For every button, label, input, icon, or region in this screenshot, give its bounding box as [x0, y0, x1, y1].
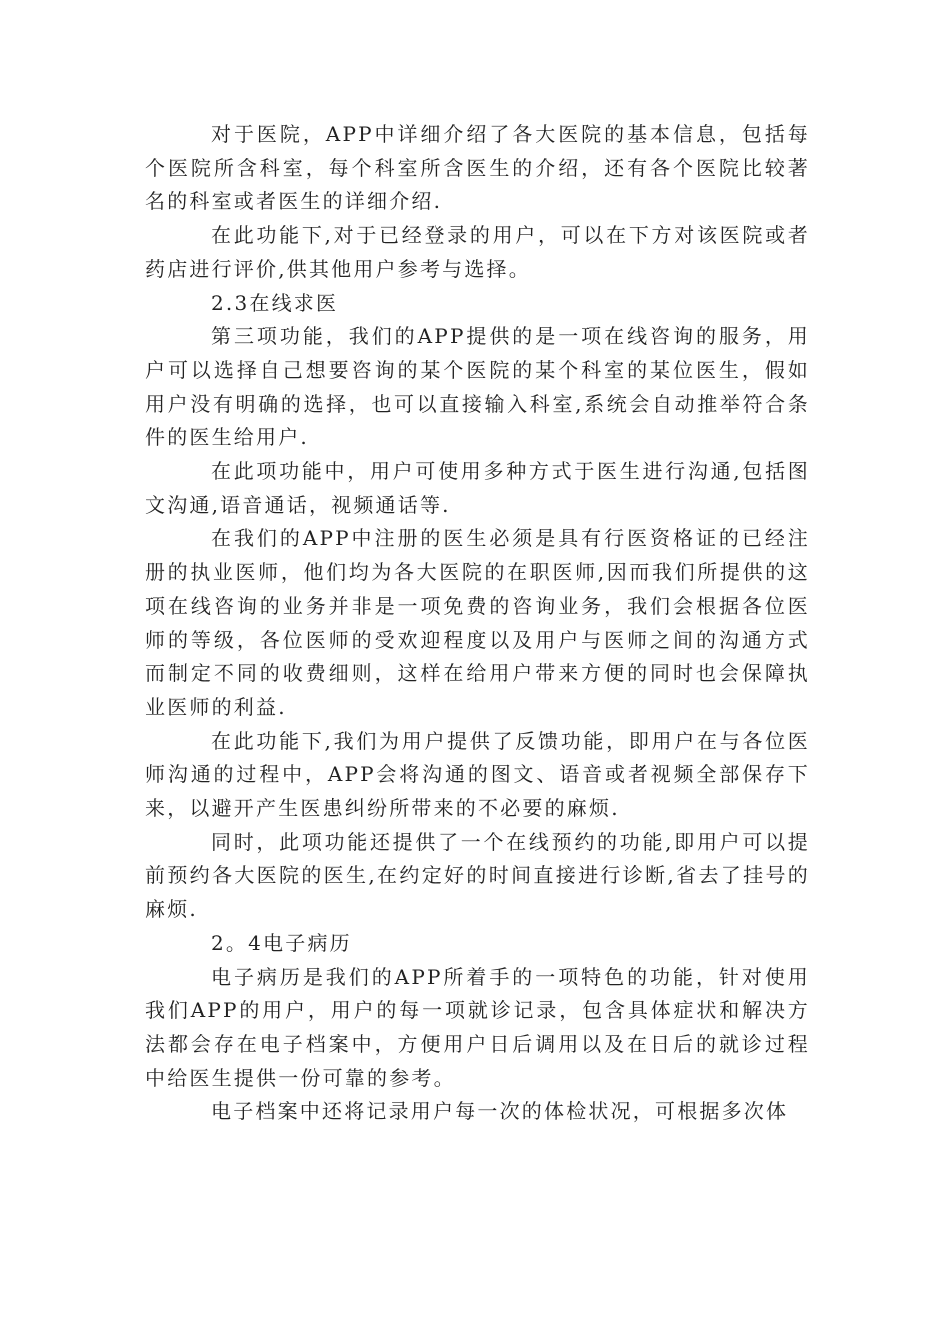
paragraph-communication-methods: 在此项功能中，用户可使用多种方式于医生进行沟通,包括图文沟通,语音通话，视频通话等. [145, 459, 810, 517]
paragraph-registered-doctors: 在我们的APP中注册的医生必须是具有行医资格证的已经注册的执业医师，他们均为各大医院的在职医师,因而我们所提供的这项在线咨询的业务并非是一项免费的咨询业务，我们会根据各位医师的等级，各位医师的受欢迎程度以及用户与医师之间的沟通方式而制定不同的收费细则，这样在给用户带来方便的同时也会保障执业医师的利益. [145, 526, 810, 719]
paragraph-emr-checkup: 电子档案中还将记录用户每一次的体检状况，可根据多次体 [211, 1099, 789, 1124]
document-body [145, 118, 810, 1129]
paragraph-feedback-feature: 在此功能下,我们为用户提供了反馈功能，即用户在与各位医师沟通的过程中，APP会将沟通的图文、语音或者视频全部保存下来，以避开产生医患纠纷所带来的不必要的麻烦. [145, 728, 810, 821]
paragraph-hospital-info: 对于医院，APP中详细介绍了各大医院的基本信息，包括每个医院所含科室，每个科室所含医生的介绍，还有各个医院比较著名的科室或者医生的详细介绍. [145, 122, 810, 214]
paragraph-emr-intro: 电子病历是我们的APP所着手的一项特色的功能，针对使用我们APP的用户，用户的每一项就诊记录，包含具体症状和解决方法都会存在电子档案中，方便用户日后调用以及在日后的就诊过程中给医生提供一份可靠的参考。 [145, 964, 810, 1090]
section-heading-online-consult: 2.3在线求医 [211, 290, 339, 315]
paragraph-appointment-feature: 同时，此项功能还提供了一个在线预约的功能,即用户可以提前预约各大医院的医生,在约定好的时间直接进行诊断,省去了挂号的麻烦. [145, 829, 810, 922]
paragraph-review-feature: 在此功能下,对于已经登录的用户，可以在下方对该医院或者药店进行评价,供其他用户参考与选择。 [145, 223, 810, 281]
paragraph-online-consult-intro: 第三项功能，我们的APP提供的是一项在线咨询的服务，用户可以选择自己想要咨询的某个医院的某个科室的某位医生，假如用户没有明确的选择，也可以直接输入科室,系统会自动推举符合条件的医生给用户. [145, 324, 810, 450]
section-heading-emr: 2。4电子病历 [211, 930, 352, 955]
